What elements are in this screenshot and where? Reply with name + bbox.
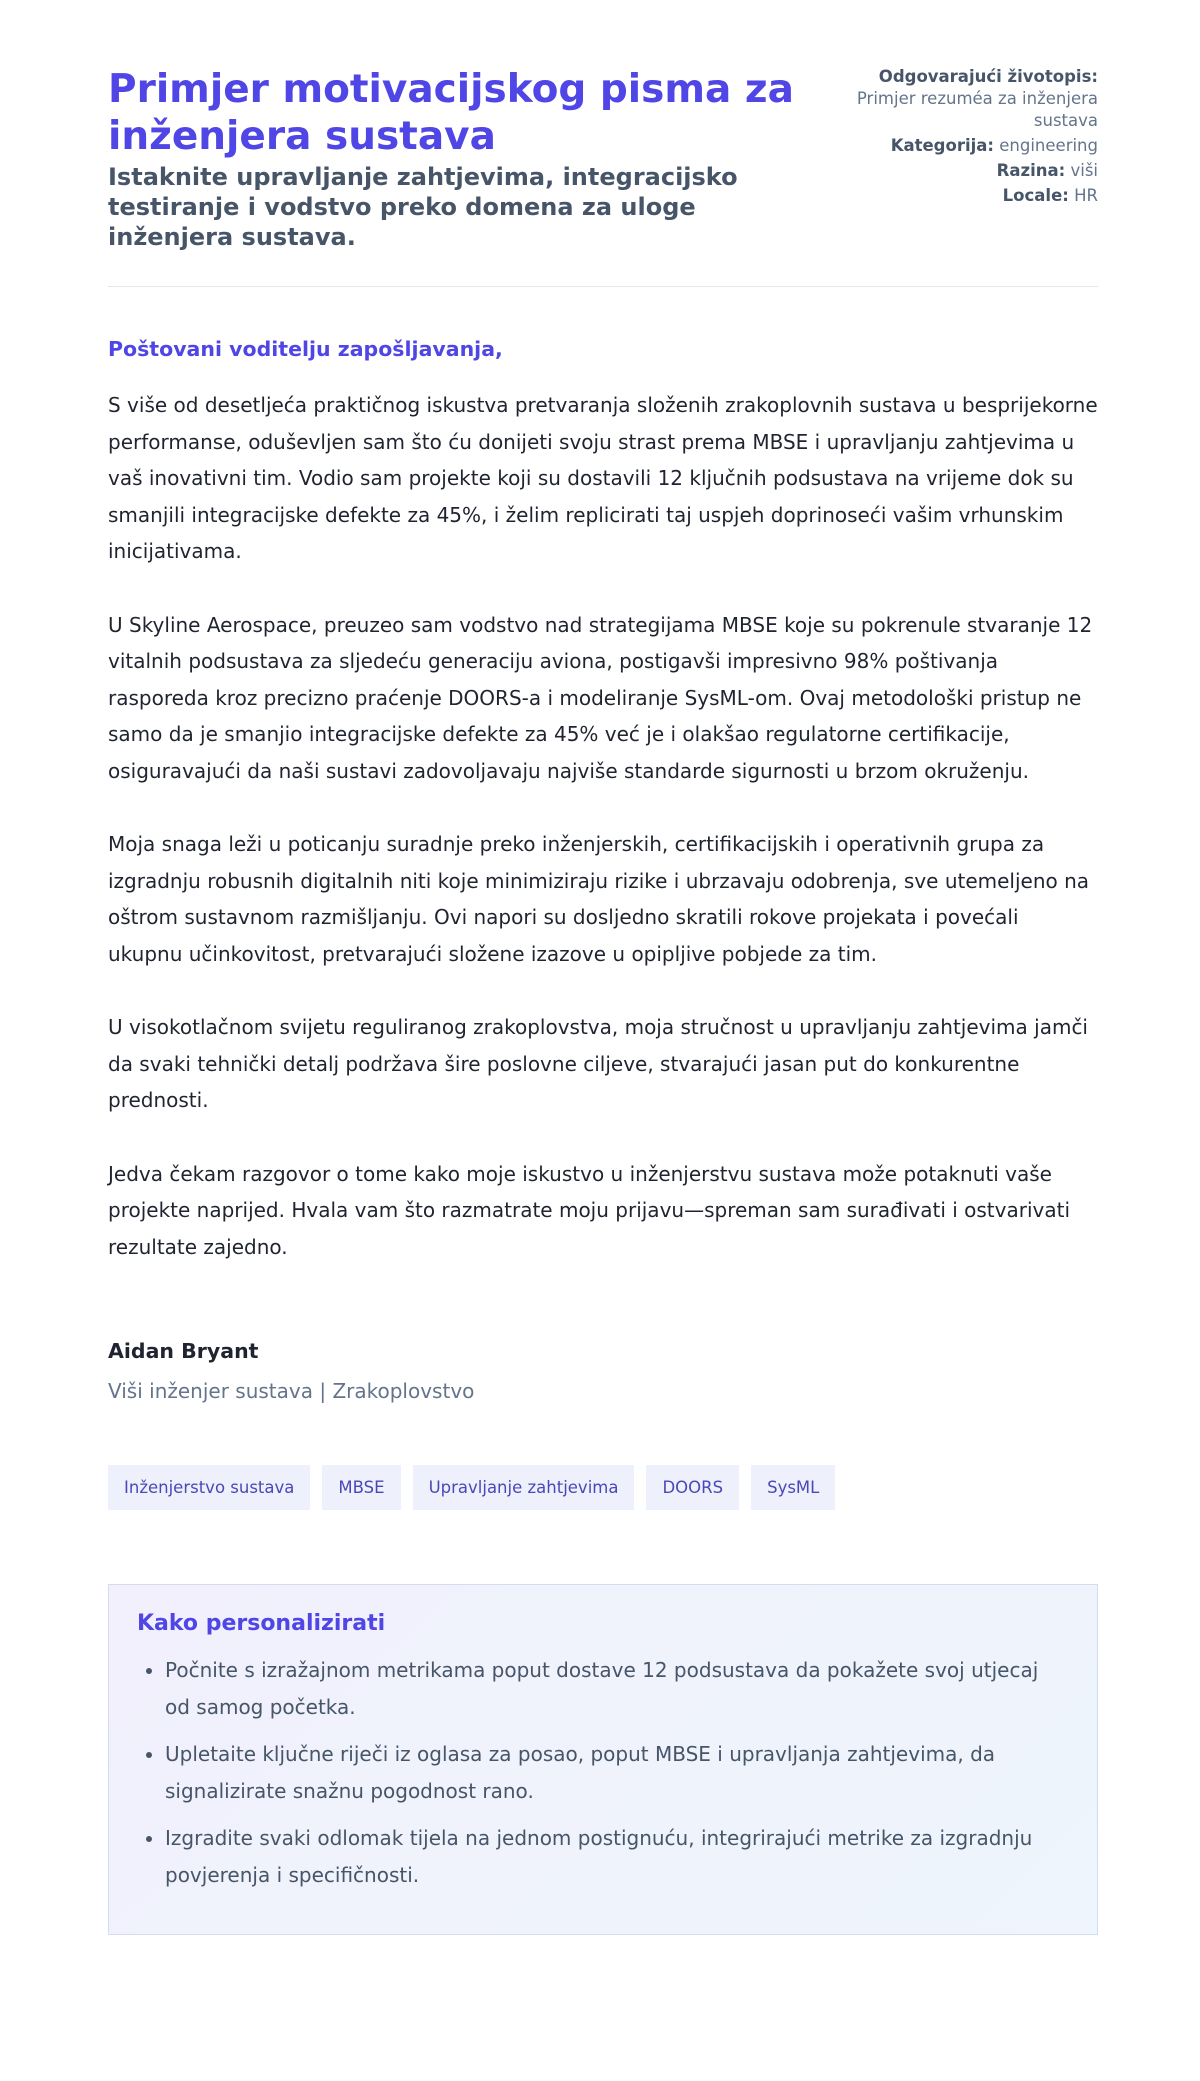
- signature-role: Viši inženjer sustava | Zrakoplovstvo: [108, 1379, 475, 1403]
- tag-list: [108, 1465, 1098, 1510]
- meta-label: Razina:: [996, 161, 1066, 180]
- header: [108, 66, 1098, 287]
- page-title: Primjer motivacijskog pisma za inženjera sustava: [108, 67, 794, 159]
- cover-letter-page: [108, 66, 1098, 1935]
- tip-item: • Počnite s izražajnom metrikama poput dostave 12 podsustava da pokažete svoj utjecaj od samog početka.: [165, 1652, 1069, 1726]
- tips-title: Kako personalizirati: [137, 1611, 386, 1636]
- resume-link[interactable]: Primjer rezuméa za inženjera sustava: [856, 89, 1098, 130]
- tag[interactable]: SysML: [751, 1465, 835, 1510]
- meta-label: Odgovarajući životopis:: [878, 67, 1098, 86]
- meta-value: viši: [1070, 161, 1098, 180]
- signature-name: Aidan Bryant: [108, 1339, 259, 1363]
- tip-item: • Izgradite svaki odlomak tijela na jednom postignuću, integrirajući metrike za izgradnju povjerenja i specifičnosti.: [165, 1820, 1069, 1894]
- letter-paragraph: Jedva čekam razgovor o tome kako moje iskustvo u inženjerstvu sustava može potaknuti vaše projekte naprijed. Hvala vam što razmatrate moju prijavu—spreman sam surađivati i ostvarivati rezultate zajedno.: [108, 1161, 1071, 1259]
- tag[interactable]: Inženjerstvo sustava: [108, 1465, 310, 1510]
- meta-level: [838, 160, 1098, 182]
- greeting: Poštovani voditelju zapošljavanja,: [108, 337, 503, 361]
- signature: [108, 1339, 1098, 1403]
- letter-paragraph: U visokotlačnom svijetu reguliranog zrakoplovstva, moja stručnost u upravljanju zahtjevima jamči da svaki tehnički detalj podržava šire poslovne ciljeve, stvarajući jasan put do konkurentne prednosti.: [108, 1015, 1088, 1112]
- page-subtitle: Istaknite upravljanje zahtjevima, integracijsko testiranje i vodstvo preko domena za uloge inženjera sustava.: [108, 163, 738, 251]
- title-block: [108, 66, 828, 252]
- tag[interactable]: Upravljanje zahtjevima: [413, 1465, 635, 1510]
- tag[interactable]: DOORS: [646, 1465, 739, 1510]
- letter-paragraph: S više od desetljeća praktičnog iskustva pretvaranja složenih zrakoplovnih sustava u besprijekorne performanse, oduševljen sam što ću donijeti svoju strast prema MBSE i upravljanju zahtjevima u vaš inovativni tim. Vodio sam projekte koji su dostavili 12 ključnih podsustava na vrijeme dok su smanjili integracijske defekte za 45%, i želim replicirati taj uspjeh doprinoseći vašim vrhunskim inicijativama.: [108, 393, 1098, 563]
- meta-value: HR: [1074, 186, 1098, 205]
- letter-paragraph: U Skyline Aerospace, preuzeo sam vodstvo nad strategijama MBSE koje su pokrenule stvaranje 12 vitalnih podsustava za sljedeću generaciju aviona, postigavši impresivno 98% poštivanja rasporeda kroz precizno praćenje DOORS-a i modeliranje SysML-om. Ovaj metodološki pristup ne samo da je smanjio integracijske defekte za 45% već je i olakšao regulatorne certifikacije, osiguravajući da naši sustavi zadovoljavaju najviše standarde sigurnosti u brzom okruženju.: [108, 612, 1093, 783]
- meta-label: Kategorija:: [890, 136, 995, 155]
- meta-label: Locale:: [1002, 186, 1069, 205]
- tip-item: • Upletaite ključne riječi iz oglasa za posao, poput MBSE i upravljanja zahtjevima, da signalizirate snažnu pogodnost rano.: [165, 1736, 1069, 1810]
- meta-value: engineering: [999, 136, 1098, 155]
- meta-resume: [838, 66, 1098, 132]
- tips-box: [108, 1584, 1098, 1935]
- tag[interactable]: MBSE: [322, 1465, 400, 1510]
- letter-paragraph: Moja snaga leži u poticanju suradnje preko inženjerskih, certifikacijskih i operativnih grupa za izgradnju robusnih digitalnih niti koje minimiziraju rizike i ubrzavaju odobrenja, sve utemeljeno na oštrom sustavnom razmišljanju. Ovi napori su dosljedno skratili rokove projekata i povećali ukupnu učinkovitost, pretvarajući složene izazove u opipljive pobjede za tim.: [108, 832, 1090, 966]
- meta-panel: [838, 66, 1098, 252]
- meta-category: [838, 135, 1098, 157]
- tips-list: [137, 1652, 1069, 1894]
- meta-locale: [838, 185, 1098, 207]
